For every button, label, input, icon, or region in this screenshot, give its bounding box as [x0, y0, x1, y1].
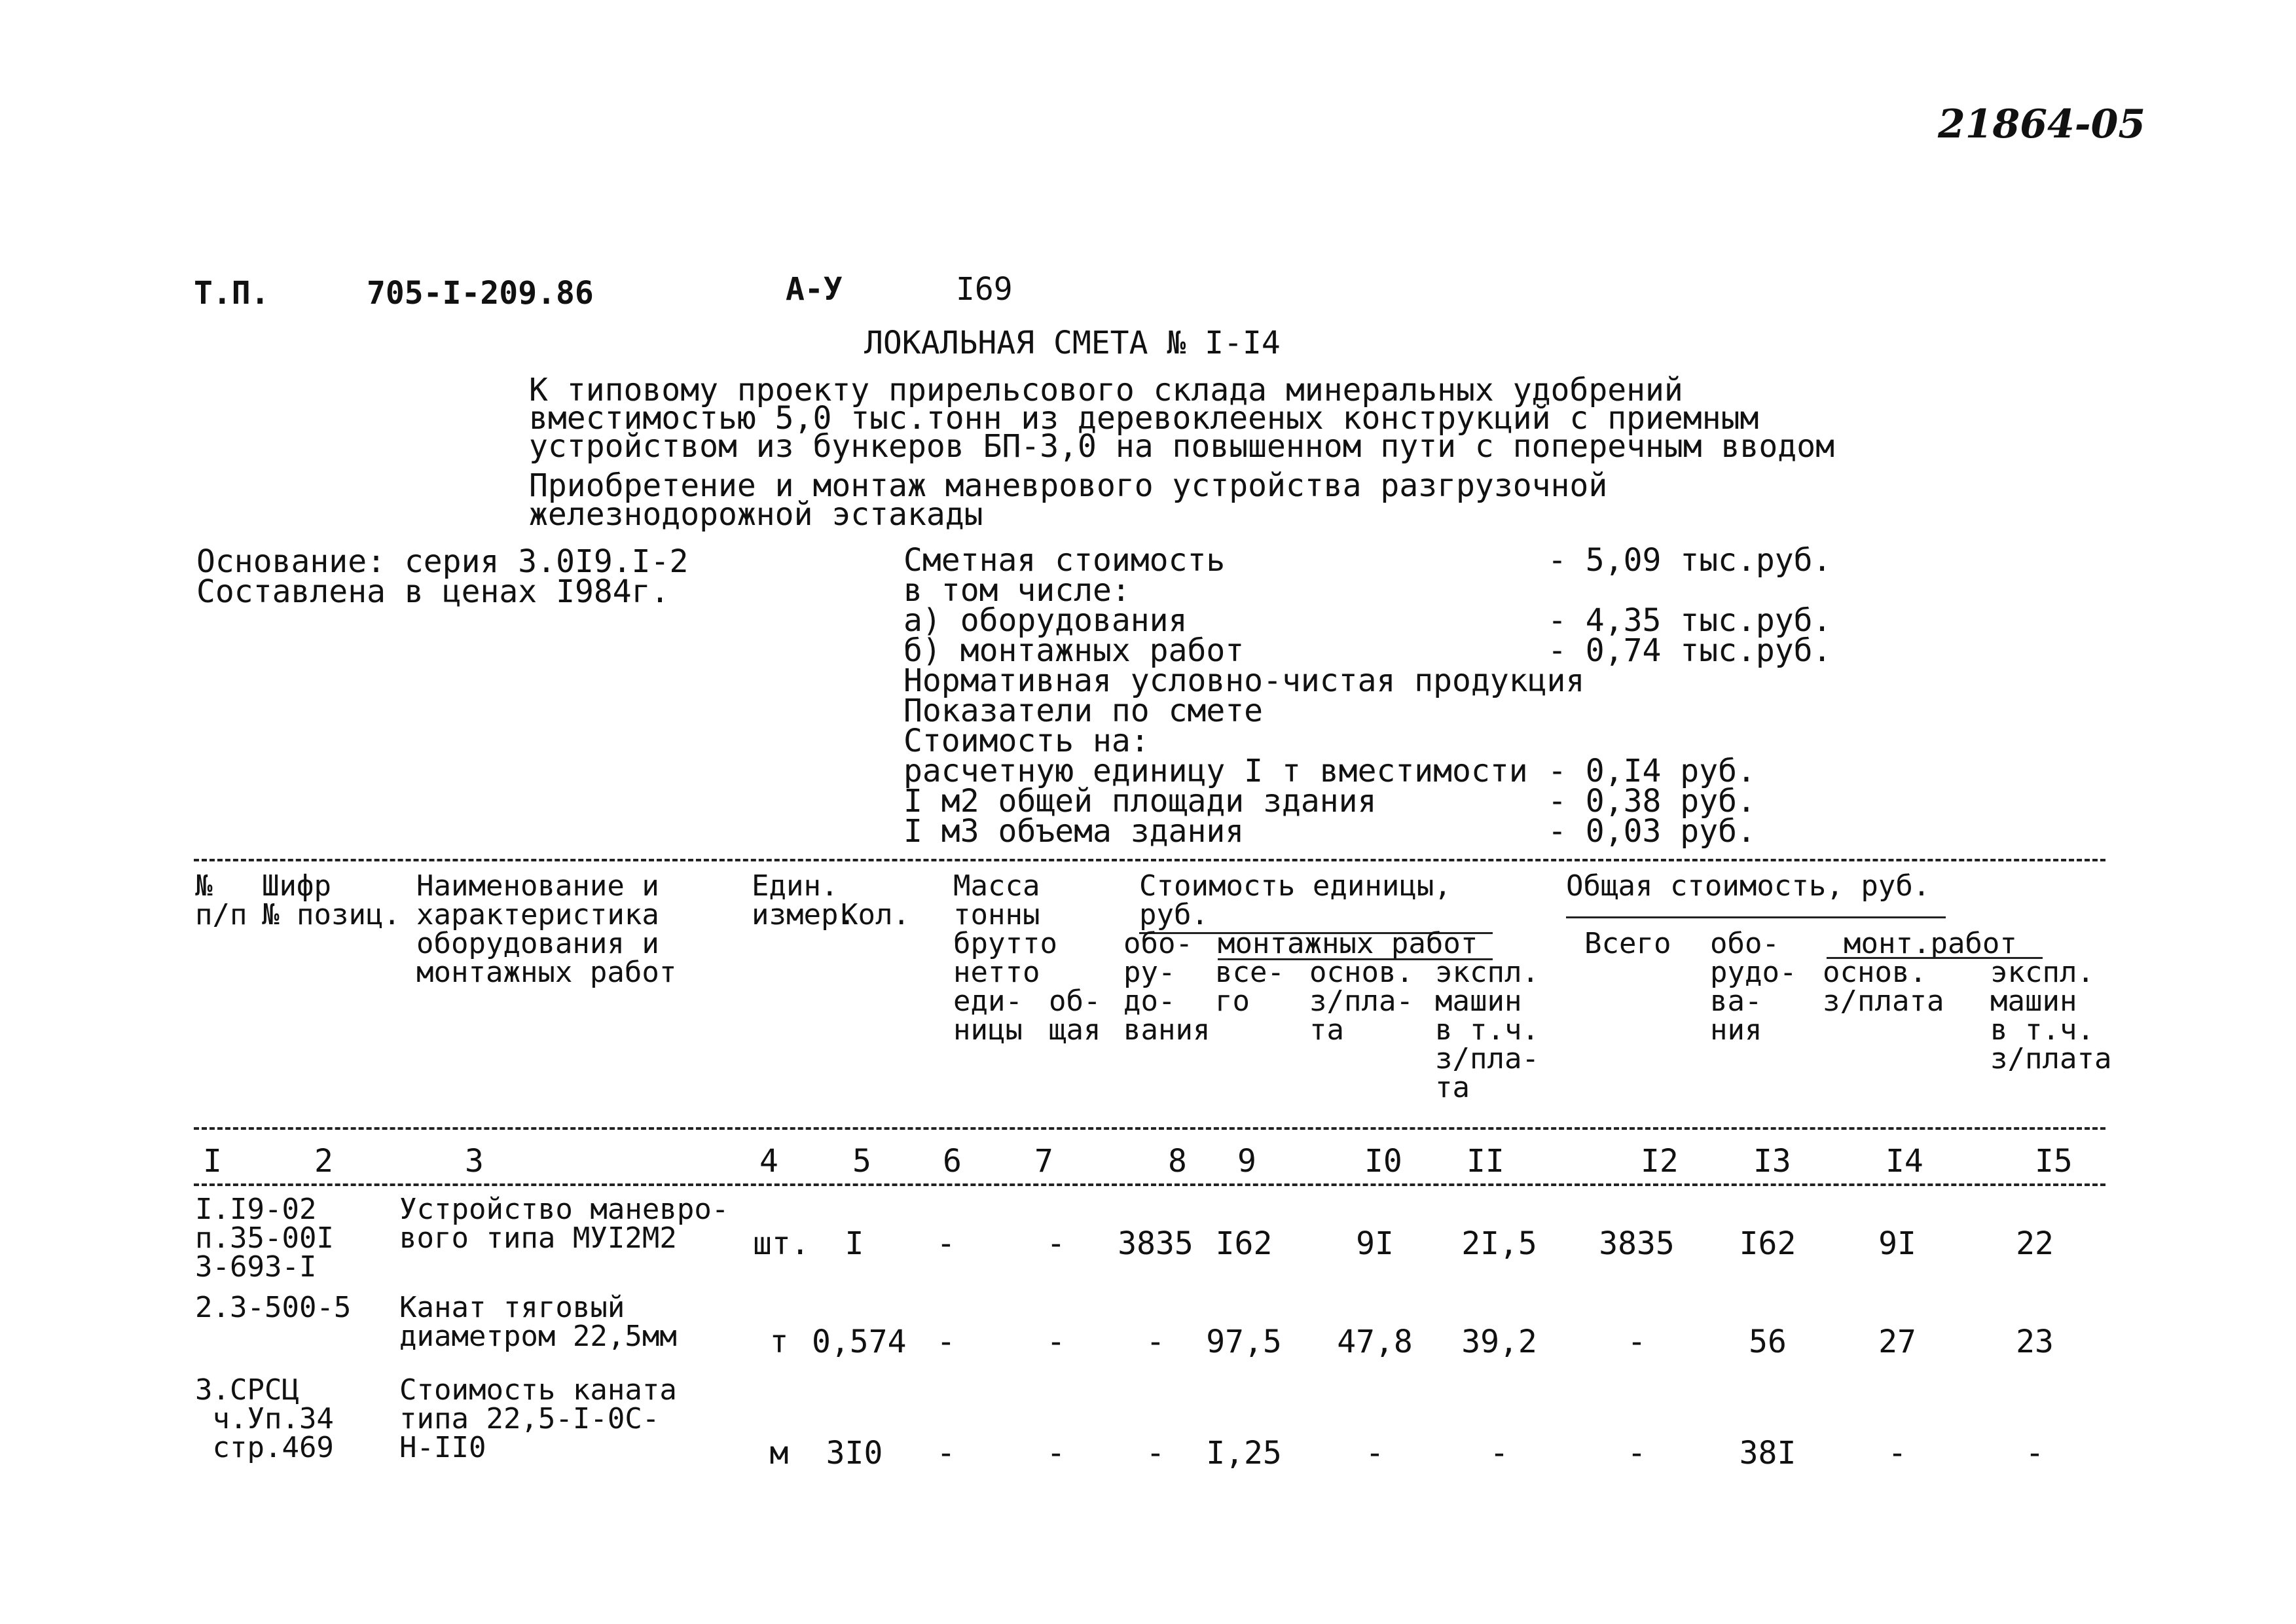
cell-total-base: - [1887, 1435, 1907, 1471]
cell-mass-unit: - [936, 1225, 956, 1262]
cell-mont-base: - [1365, 1435, 1385, 1471]
estimate-title: ЛОКАЛЬНАЯ СМЕТА № I-I4 [864, 325, 1281, 361]
cell-equip: - [1146, 1324, 1165, 1360]
document-number: 21864-05 [1938, 101, 2146, 147]
cell-mont-all: I62 [1215, 1225, 1273, 1262]
cell-mont-mach: 2I,5 [1461, 1225, 1537, 1262]
column-number: I4 [1886, 1143, 1923, 1180]
header-code: Шифр № позиц. [262, 869, 401, 931]
header-total-equip: обо- рудо- ва- ния [1710, 927, 1797, 1047]
cell-name: Устройство маневро- вого типа МУI2М2 [399, 1193, 729, 1255]
cell-total-base: 27 [1878, 1324, 1916, 1360]
summary-value: - 0,03 руб. [1548, 813, 1756, 850]
summary-label: I м2 общей площади здания [903, 783, 1377, 820]
page-number: I69 [956, 271, 1013, 308]
header-mont-group: монтажных работ [1218, 927, 1478, 960]
summary-label: в том числе: [903, 572, 1131, 609]
album-label: А-У [786, 271, 843, 308]
cell-equip: - [1146, 1435, 1165, 1471]
header-mont-all: все- го [1215, 956, 1285, 1018]
table-top-rule [194, 859, 2105, 861]
column-numbers-top-rule [194, 1127, 2105, 1130]
header-mont-total-group: монт.работ [1844, 927, 2017, 960]
cell-unit: т [769, 1324, 789, 1360]
summary-label: Нормативная условно-чистая продукция [903, 662, 1585, 699]
summary-value: - 5,09 тыс.руб. [1548, 542, 1832, 579]
total-group-rule [1566, 916, 1946, 918]
summary-label: б) монтажных работ [903, 632, 1245, 669]
header-name: Наименование и характеристика оборудования и монтажных работ [416, 869, 677, 989]
tp-label: Т.П. [194, 275, 270, 312]
column-number: 3 [465, 1143, 484, 1180]
column-number: I2 [1641, 1143, 1679, 1180]
header-no: № п/п [195, 869, 247, 931]
subject-line-2: железнодорожной эстакады [529, 496, 983, 533]
header-mass-total: об- щая [1049, 984, 1101, 1047]
cell-total: 3835 [1599, 1225, 1675, 1262]
cell-mont-all: I,25 [1206, 1435, 1282, 1471]
summary-value: - 0,38 руб. [1548, 783, 1756, 820]
cell-mont-base: 9I [1356, 1225, 1394, 1262]
header-unit: Един. измер. [752, 869, 856, 931]
cell-mont-mach: 39,2 [1461, 1324, 1537, 1360]
cell-equip: 3835 [1118, 1225, 1194, 1262]
summary-value: - 0,74 тыс.руб. [1548, 632, 1832, 669]
column-number: I0 [1364, 1143, 1402, 1180]
cell-code: 3.СРСЦ ч.Уп.34 стр.469 [195, 1373, 334, 1464]
header-qty: Кол. [841, 898, 910, 931]
cell-total-mach: 22 [2016, 1225, 2054, 1262]
cell-name: Канат тяговый диаметром 22,5мм [399, 1291, 677, 1353]
column-number: 6 [943, 1143, 962, 1180]
cell-mass-total: - [1046, 1324, 1066, 1360]
cell-total: - [1627, 1435, 1647, 1471]
cell-mass-unit: - [936, 1435, 956, 1471]
subject-line-1: Приобретение и монтаж маневрового устройства разгрузочной [529, 467, 1608, 504]
column-number: I3 [1753, 1143, 1791, 1180]
header-mont-base: основ. з/пла- та [1309, 956, 1413, 1047]
cell-mont-all: 97,5 [1206, 1324, 1282, 1360]
description-line-1: К типовому проекту прирельсового склада минеральных удобрений [529, 372, 1683, 408]
cell-qty: 0,574 [812, 1324, 907, 1360]
header-total-base: основ. з/плата [1823, 956, 1944, 1018]
cell-mass-total: - [1046, 1435, 1066, 1471]
summary-label: а) оборудования [903, 602, 1188, 639]
header-mass-unit: еди- ницы [953, 984, 1023, 1047]
summary-label: Стоимость на: [903, 723, 1150, 759]
cell-unit: м [769, 1435, 789, 1471]
column-number: II [1467, 1143, 1504, 1180]
column-number: 5 [852, 1143, 871, 1180]
column-numbers-bottom-rule [194, 1183, 2105, 1186]
header-mont-mach: экспл. машин в т.ч. з/пла- та [1435, 956, 1539, 1104]
description-line-3: устройством из бункеров БП-3,0 на повышенном пути с поперечным вводом [529, 428, 1834, 465]
header-unit-cost-group: Стоимость единицы, руб. [1139, 869, 1451, 931]
header-total-group: Общая стоимость, руб. [1566, 869, 1931, 903]
header-total: Всего [1584, 927, 1671, 960]
column-number: 4 [759, 1143, 778, 1180]
summary-value: - 4,35 тыс.руб. [1548, 602, 1832, 639]
header-mass-group: Масса тонны брутто нетто [953, 869, 1057, 989]
cell-qty: I [845, 1225, 864, 1262]
summary-label: I м3 объема здания [903, 813, 1245, 850]
cell-code: 2.3-500-5 [195, 1291, 352, 1324]
basis-text: Основание: серия 3.0I9.I-2 [196, 543, 689, 580]
cell-total-equip: 38I [1739, 1435, 1796, 1471]
column-number: I5 [2035, 1143, 2073, 1180]
header-total-mach: экспл. машин в т.ч. з/плата [1990, 956, 2112, 1075]
column-number: I [203, 1143, 222, 1180]
description-line-2: вместимостью 5,0 тыс.тонн из деревоклееных конструкций с приемным [529, 400, 1759, 437]
cell-total-equip: I62 [1739, 1225, 1796, 1262]
cell-mass-unit: - [936, 1324, 956, 1360]
column-number: 7 [1034, 1143, 1053, 1180]
cell-mass-total: - [1046, 1225, 1066, 1262]
cell-qty: 3I0 [826, 1435, 883, 1471]
summary-label: расчетную единицу I т вместимости [903, 753, 1528, 789]
column-number: 2 [314, 1143, 333, 1180]
column-number: 9 [1237, 1143, 1256, 1180]
summary-value: - 0,I4 руб. [1548, 753, 1756, 789]
cell-total: - [1627, 1324, 1647, 1360]
cell-mont-mach: - [1489, 1435, 1509, 1471]
cell-total-mach: - [2025, 1435, 2045, 1471]
cell-unit: шт. [753, 1225, 810, 1262]
prices-year-text: Составлена в ценах I984г. [196, 573, 670, 610]
cell-total-base: 9I [1878, 1225, 1916, 1262]
cell-total-mach: 23 [2016, 1324, 2054, 1360]
header-equip: обо- ру- до- вания [1123, 927, 1211, 1047]
summary-label: Сметная стоимость [903, 542, 1226, 579]
cell-name: Стоимость каната типа 22,5-I-0С- Н-II0 [399, 1373, 677, 1464]
cell-total-equip: 56 [1749, 1324, 1787, 1360]
column-number: 8 [1168, 1143, 1187, 1180]
cell-code: I.I9-02 п.35-00I 3-693-I [195, 1193, 334, 1284]
cell-mont-base: 47,8 [1337, 1324, 1413, 1360]
project-code: 705-I-209.86 [367, 275, 594, 312]
summary-label: Показатели по смете [903, 693, 1264, 729]
